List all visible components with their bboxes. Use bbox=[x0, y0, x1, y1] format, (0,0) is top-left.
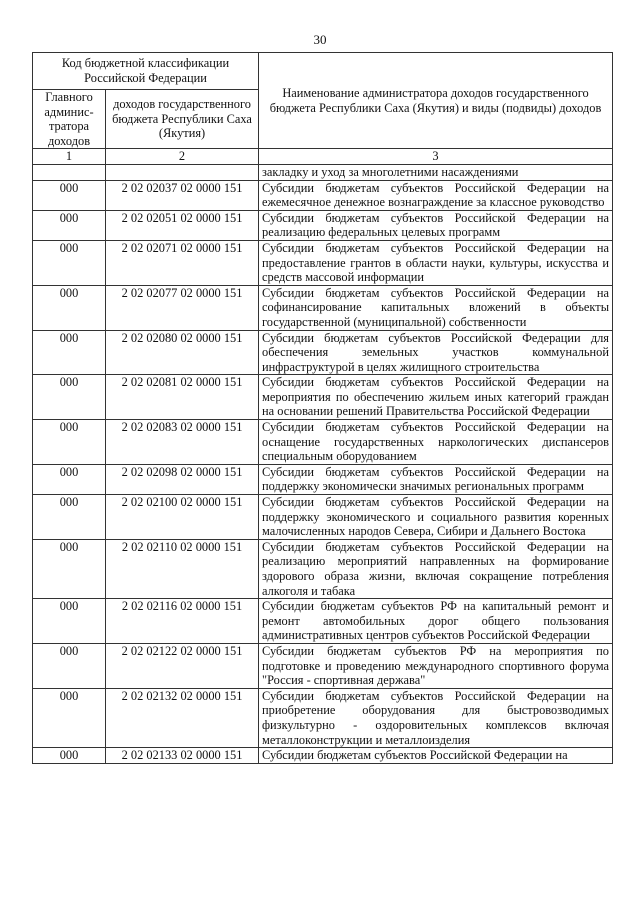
income-code: 2 02 02080 02 0000 151 bbox=[106, 330, 259, 375]
income-code: 2 02 02100 02 0000 151 bbox=[106, 495, 259, 540]
admin-code: 000 bbox=[33, 420, 106, 465]
table-row bbox=[33, 748, 613, 764]
income-name: Субсидии бюджетам субъектов РФ на мероприятия по подготовке и проведению международного спортивного форума "Россия - спортивная держава" bbox=[259, 643, 613, 688]
column-numbers-row bbox=[33, 149, 613, 165]
continuation-text: закладку и уход за многолетними насаждениями bbox=[259, 164, 613, 180]
income-name: Субсидии бюджетам субъектов Российской Федерации на поддержку экономического и социального развития коренных малочисленных народов Севера, Сибири и Дальнего Востока bbox=[259, 495, 613, 540]
admin-code: 000 bbox=[33, 180, 106, 210]
admin-code: 000 bbox=[33, 240, 106, 285]
col-num-2: 2 bbox=[106, 149, 259, 165]
table-row bbox=[33, 688, 613, 747]
table-row bbox=[33, 643, 613, 688]
table-row bbox=[33, 599, 613, 644]
page-number: 30 bbox=[313, 32, 327, 47]
admin-code: 000 bbox=[33, 464, 106, 494]
income-name: Субсидии бюджетам субъектов Российской Федерации на предоставление грантов в области науки, культуры, искусства и средств массовой информации bbox=[259, 240, 613, 285]
header-row bbox=[33, 53, 613, 90]
income-code: 2 02 02133 02 0000 151 bbox=[106, 748, 259, 764]
table-row bbox=[33, 375, 613, 420]
table-row bbox=[33, 420, 613, 465]
continuation-row bbox=[33, 164, 613, 180]
income-code: 2 02 02051 02 0000 151 bbox=[106, 210, 259, 240]
header-col3: Наименование администратора доходов государственного бюджета Республики Саха (Якутия) и виды (подвиды) доходов bbox=[259, 53, 613, 149]
income-code: 2 02 02077 02 0000 151 bbox=[106, 285, 259, 330]
budget-classification-table bbox=[32, 52, 613, 764]
income-name: Субсидии бюджетам субъектов Российской Федерации на оснащение государственных наркологических диспансеров специальным оборудованием bbox=[259, 420, 613, 465]
income-name: Субсидии бюджетам субъектов Российской Федерации на bbox=[259, 748, 613, 764]
admin-code: 000 bbox=[33, 748, 106, 764]
income-name: Субсидии бюджетам субъектов Российской Федерации на реализацию федеральных целевых программ bbox=[259, 210, 613, 240]
table-row bbox=[33, 180, 613, 210]
col-num-1: 1 bbox=[33, 149, 106, 165]
admin-code: 000 bbox=[33, 688, 106, 747]
income-code: 2 02 02037 02 0000 151 bbox=[106, 180, 259, 210]
income-name: Субсидии бюджетам субъектов РФ на капитальный ремонт и ремонт автомобильных дорог общего пользования административных центров субъектов Российской Федерации bbox=[259, 599, 613, 644]
income-code: 2 02 02083 02 0000 151 bbox=[106, 420, 259, 465]
income-name: Субсидии бюджетам субъектов Российской Федерации на ежемесячное денежное вознаграждение за классное руководство bbox=[259, 180, 613, 210]
admin-code: 000 bbox=[33, 330, 106, 375]
admin-code: 000 bbox=[33, 210, 106, 240]
table-row bbox=[33, 330, 613, 375]
table-row bbox=[33, 539, 613, 598]
table-row bbox=[33, 464, 613, 494]
income-name: Субсидии бюджетам субъектов Российской Федерации на поддержку экономически значимых региональных программ bbox=[259, 464, 613, 494]
table-row bbox=[33, 210, 613, 240]
table-row bbox=[33, 285, 613, 330]
income-name: Субсидии бюджетам субъектов Российской Федерации на мероприятия по обеспечению жильем иных категорий граждан на основании решений Правительства Российской Федерации bbox=[259, 375, 613, 420]
table-row bbox=[33, 240, 613, 285]
income-code: 2 02 02132 02 0000 151 bbox=[106, 688, 259, 747]
header-group: Код бюджетной классификации Российской Федерации bbox=[33, 53, 259, 90]
header-col2: доходов государственного бюджета Республики Саха (Якутия) bbox=[106, 90, 259, 149]
income-code: 2 02 02122 02 0000 151 bbox=[106, 643, 259, 688]
admin-code: 000 bbox=[33, 539, 106, 598]
income-name: Субсидии бюджетам субъектов Российской Федерации для обеспечения земельных участков коммунальной инфраструктурой в целях жилищного строительства bbox=[259, 330, 613, 375]
admin-code: 000 bbox=[33, 375, 106, 420]
income-code: 2 02 02116 02 0000 151 bbox=[106, 599, 259, 644]
income-name: Субсидии бюджетам субъектов Российской Федерации на приобретение оборудования для быстровозводимых физкультурно - оздоровительных комплексов включая металлоконструкции и металлоизделия bbox=[259, 688, 613, 747]
income-code: 2 02 02071 02 0000 151 bbox=[106, 240, 259, 285]
income-code: 2 02 02098 02 0000 151 bbox=[106, 464, 259, 494]
income-name: Субсидии бюджетам субъектов Российской Федерации на софинансирование капитальных вложений в объекты государственной (муниципальной) собственности bbox=[259, 285, 613, 330]
admin-code: 000 bbox=[33, 495, 106, 540]
admin-code: 000 bbox=[33, 643, 106, 688]
admin-code: 000 bbox=[33, 599, 106, 644]
income-code: 2 02 02081 02 0000 151 bbox=[106, 375, 259, 420]
col-num-3: 3 bbox=[259, 149, 613, 165]
income-name: Субсидии бюджетам субъектов Российской Федерации на реализацию мероприятий направленных на формирование здорового образа жизни, включая сокращение потребления алкоголя и табака bbox=[259, 539, 613, 598]
admin-code: 000 bbox=[33, 285, 106, 330]
income-code: 2 02 02110 02 0000 151 bbox=[106, 539, 259, 598]
table-row bbox=[33, 495, 613, 540]
header-col1: Главного админис-тратора доходов bbox=[33, 90, 106, 149]
